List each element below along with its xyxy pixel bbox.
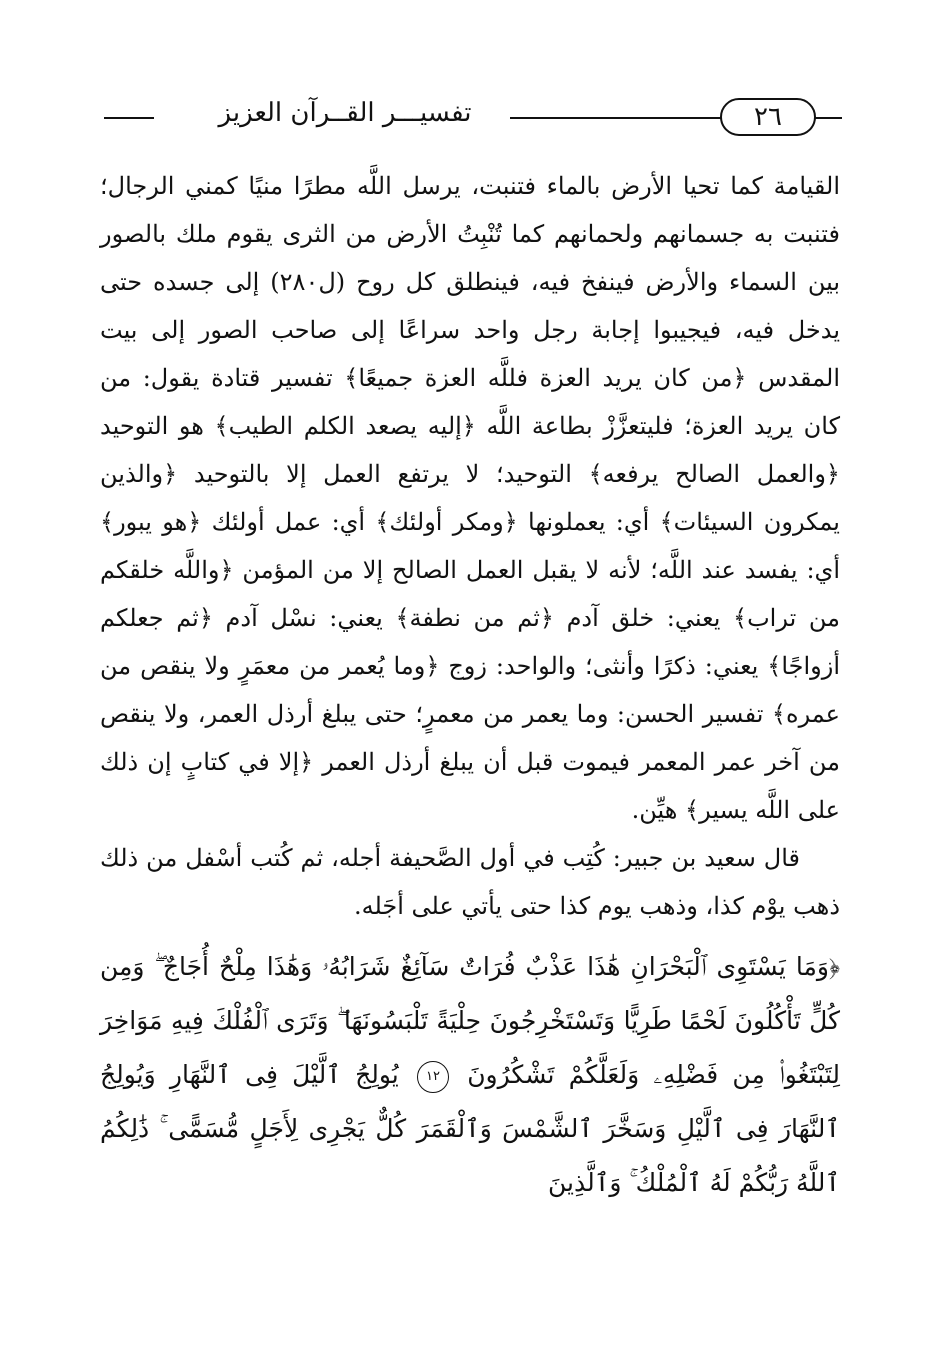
- verse-part-2: يُولِجُ ٱلَّيْلَ فِى ٱلنَّهَارِ وَيُولِجُ ٱلنَّهَارَ فِى ٱلَّيْلِ وَسَخَّرَ ٱلشَّمْسَ وَٱلْقَمَرَ كُلٌّ يَجْرِى لِأَجَلٍ مُّسَمًّى ۚ ذَٰلِكُمُ ٱللَّهُ رَبُّكُمْ لَهُ ٱلْمُلْكُ ۚ وَٱلَّذِينَ: [100, 1060, 840, 1197]
- ayah-number-marker: ١٢: [417, 1061, 449, 1093]
- page-number-tail-rule: [816, 117, 842, 119]
- commentary-paragraph-2: قال سعيد بن جبير: كُتِب في أول الصَّحيفة أجله، ثم كُتب أسْفل من ذلك ذهب يوْم كذا، وذهب يوم كذا حتى يأتي على أجَله.: [100, 844, 840, 920]
- verse-part-1: ﴿وَمَا يَسْتَوِى ٱلْبَحْرَانِ هَٰذَا عَذْبٌ فُرَاتٌ سَآئِغٌ شَرَابُهُۥ وَهَٰذَا مِلْحٌ أُجَاجٌ ۖ وَمِن كُلٍّ تَأْكُلُونَ لَحْمًا طَرِيًّا وَتَسْتَخْرِجُونَ حِلْيَةً تَلْبَسُونَهَا ۖ وَتَرَى ٱلْفُلْكَ فِيهِ مَوَاخِرَ لِتَبْتَغُوا۟ مِن فَضْلِهِۦ وَلَعَلَّكُمْ تَشْكُرُونَ: [100, 952, 840, 1089]
- page-number: ٢٦: [720, 98, 816, 136]
- commentary-paragraph-1: القيامة كما تحيا الأرض بالماء فتنبت، يرسل اللَّه مطرًا منيًا كمني الرجال؛ فتنبت به جسمانهم ولحمانهم كما تُنْبِتُ الأرض من الثرى يقوم ملك بالصور بين السماء والأرض فينفخ فيه، فينطلق كل روح (ل٢٨٠) إلى جسده حتى يدخل فيه، فيجيبوا إجابة رجل واحد سراعًا إلى صاحب الصور إلى بيت المقدس ﴿من كان يريد العزة فللَّه العزة جميعًا﴾ تفسير قتادة يقول: من كان يريد العزة؛ فليتعزَّزْ بطاعة اللَّه ﴿إليه يصعد الكلم الطيب﴾ هو التوحيد ﴿والعمل الصالح يرفعه﴾ التوحيد؛ لا يرتفع العمل إلا بالتوحيد ﴿والذين يمكرون السيئات﴾ أي: يعملونها ﴿ومكر أولئك﴾ أي: عمل أولئك ﴿هو يبور﴾ أي: يفسد عند اللَّه؛ لأنه لا يقبل العمل الصالح إلا من المؤمن ﴿واللَّه خلقكم من تراب﴾ يعني: خلق آدم ﴿ثم من نطفة﴾ يعني: نسْل آدم ﴿ثم جعلكم أزواجًا﴾ يعني: ذكرًا وأنثى؛ والواحد: زوج ﴿وما يُعمر من معمَرٍ ولا ينقص من عمره﴾ تفسير الحسن: وما يعمر من معمرٍ؛ حتى يبلغ أرذل العمر، ولا ينقص من آخر عمر المعمر فيموت قبل أن يبلغ أرذل العمر ﴿إلا في كتابٍ إن ذلك على اللَّه يسير﴾ هيِّن.: [100, 172, 841, 824]
- quran-verses: [100, 940, 840, 1210]
- header-rule-left: [104, 117, 154, 119]
- running-title: تفسيـــر القــرآن العزيز: [218, 98, 472, 128]
- quran-verse-block: [100, 940, 840, 1210]
- page-header: [100, 92, 840, 142]
- commentary-text: [100, 162, 840, 930]
